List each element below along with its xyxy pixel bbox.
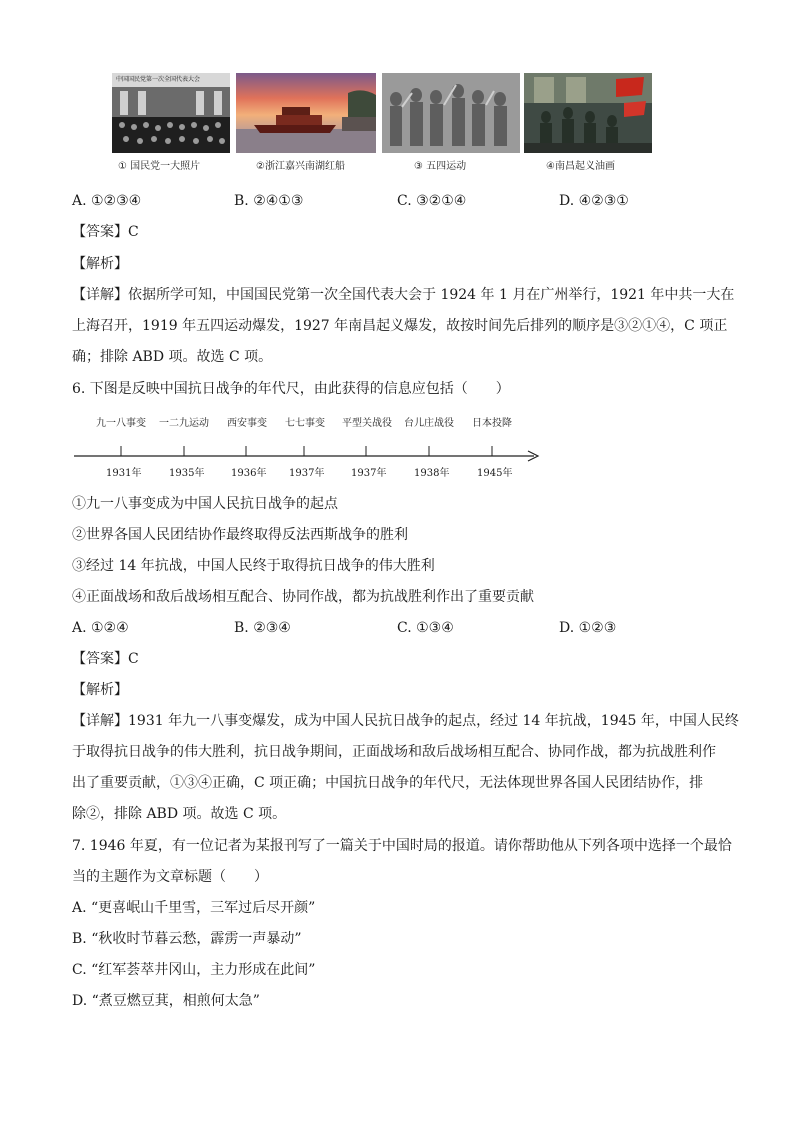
q7-option-a: A. “更喜岷山千里雪，三军过后尽开颜” [72,900,316,916]
caption-nanchang-uprising: ④南昌起义油画 [546,161,615,172]
q6-analysis-label: 【解析】 [72,682,128,698]
q7-stem-line-2: 当的主题作为文章标题（ ） [72,869,268,885]
q6-statement-1: ①九一八事变成为中国人民抗日战争的起点 [72,496,338,512]
q5-option-a: A. ①②③④ [72,193,142,209]
caption-kmt-congress: ① 国民党一大照片 [118,161,201,172]
timeline-event-label: 日本投降 [472,418,512,429]
timeline-event-label: 七七事变 [285,418,325,429]
q6-statement-3: ③经过 14 年抗战，中国人民终于取得抗日战争的伟大胜利 [72,558,435,574]
q6-statement-2: ②世界各国人民团结协作最终取得反法西斯战争的胜利 [72,527,408,543]
timeline-event-label: 九一八事变 [96,418,146,429]
q7-option-b: B. “秋收时节暮云愁，霹雳一声暴动” [72,931,302,947]
q6-option-d: D. ①②③ [559,620,617,636]
photo-kmt-congress [112,73,230,153]
q6-option-b: B. ②③④ [234,620,291,636]
caption-may-fourth: ③ 五四运动 [414,161,467,172]
q5-option-c: C. ③②①④ [397,193,467,209]
kmt-congress-photo-graphic [112,73,230,153]
q5-option-b: B. ②④①③ [234,193,304,209]
photo-nanchang-uprising [524,73,652,153]
timeline-year-label: 1945年 [477,468,513,479]
q6-detail-line-2: 于取得抗日战争的伟大胜利，抗日战争期间，正面战场和敌后战场相互配合、协同作战，都为抗战胜利作 [72,744,716,760]
kmt-congress-banner-text: 中国国民党第一次全国代表大会 [116,76,201,83]
q5-detail-line-3: 确；排除 ABD 项。故选 C 项。 [72,349,273,365]
q5-option-d: D. ④②③① [559,193,629,209]
nanchang-painting-graphic [524,73,652,153]
q7-stem-line-1: 7. 1946 年夏，有一位记者为某报刊写了一篇关于中国时局的报道。请你帮助他从下列各项中选择一个最恰 [72,838,732,854]
timeline-year-label: 1938年 [414,468,450,479]
timeline-year-label: 1931年 [106,468,142,479]
q7-option-d: D. “煮豆燃豆萁，相煎何太急” [72,993,260,1009]
timeline-event-label: 台儿庄战役 [404,418,454,429]
q6-detail-line-1: 【详解】1931 年九一八事变爆发，成为中国人民抗日战争的起点，经过 14 年抗战，1945 年，中国人民终 [72,713,739,729]
timeline-event-label: 一二九运动 [159,418,209,429]
q5-answer: 【答案】C [72,224,139,240]
timeline-year-label: 1937年 [351,468,387,479]
q5-analysis-label: 【解析】 [72,256,128,272]
q6-option-a: A. ①②④ [72,620,129,636]
timeline-event-label: 平型关战役 [342,418,392,429]
q5-detail-line-1: 【详解】依据所学可知，中国国民党第一次全国代表大会于 1924 年 1 月在广州举行，1921 年中共一大在 [72,287,735,303]
timeline-year-label: 1937年 [289,468,325,479]
q5-detail-line-2: 上海召开，1919 年五四运动爆发，1927 年南昌起义爆发，故按时间先后排列的顺序是③②①④，C 项正 [72,318,728,334]
q6-option-c: C. ①③④ [397,620,454,636]
q7-option-c: C. “红军荟萃井冈山，主力形成在此间” [72,962,316,978]
q6-answer: 【答案】C [72,651,139,667]
caption-red-boat: ②浙江嘉兴南湖红船 [256,161,345,172]
photo-red-boat [236,73,376,153]
may-fourth-relief-graphic [382,73,520,153]
q6-detail-line-4: 除②，排除 ABD 项。故选 C 项。 [72,806,287,822]
timeline-year-label: 1935年 [169,468,205,479]
photo-may-fourth [382,73,520,153]
timeline-event-label: 西安事变 [227,418,267,429]
timeline-year-label: 1936年 [231,468,267,479]
red-boat-photo-graphic [236,73,376,153]
q6-statement-4: ④正面战场和敌后战场相互配合、协同作战，都为抗战胜利作出了重要贡献 [72,589,534,605]
q6-stem: 6. 下图是反映中国抗日战争的年代尺，由此获得的信息应包括（ ） [72,381,510,397]
q6-detail-line-3: 出了重要贡献，①③④正确，C 项正确；中国抗日战争的年代尺，无法体现世界各国人民团结协作，排 [72,775,704,791]
